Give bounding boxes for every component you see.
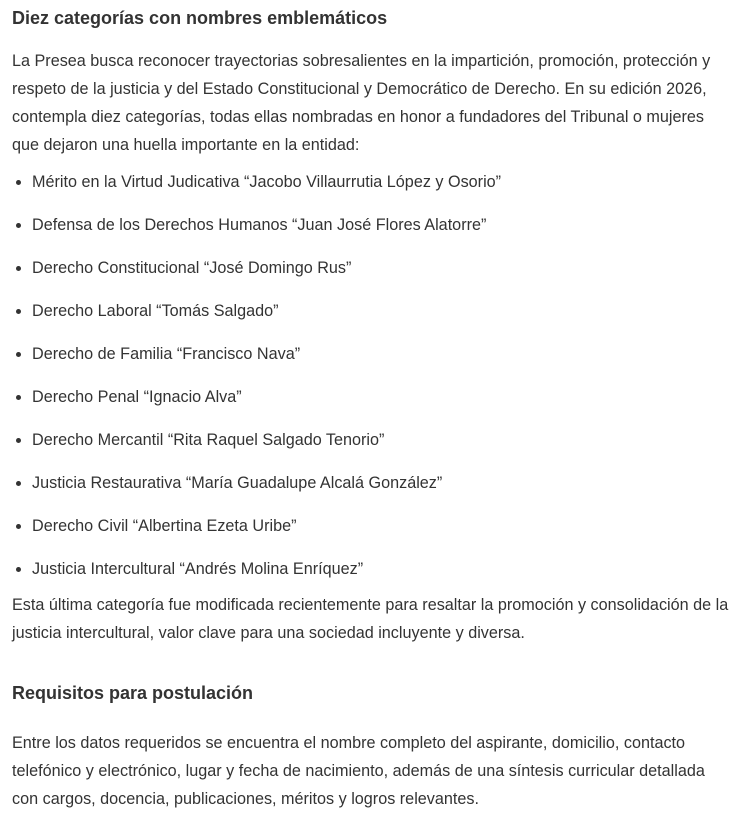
list-item: Derecho Laboral “Tomás Salgado” — [12, 300, 732, 323]
list-item: Justicia Restaurativa “María Guadalupe Alcalá González” — [12, 472, 732, 495]
list-item: Defensa de los Derechos Humanos “Juan José Flores Alatorre” — [12, 214, 732, 237]
section-heading-categories: Diez categorías con nombres emblemáticos — [12, 8, 388, 28]
list-item: Derecho Penal “Ignacio Alva” — [12, 386, 732, 409]
section-heading-requirements: Requisitos para postulación — [12, 683, 254, 703]
intro-paragraph: La Presea busca reconocer trayectorias sobresalientes en la impartición, promoción, protección y respeto de la justicia y del Estado Constitucional y Democrático de Derecho. En su edición 2026, contempla diez categorías, todas ellas nombradas en honor a fundadores del Tribunal o mujeres que dejaron una huella importante en la entidad: — [12, 52, 711, 154]
list-item: Derecho Civil “Albertina Ezeta Uribe” — [12, 515, 732, 538]
requirements-paragraph: Entre los datos requeridos se encuentra el nombre completo del aspirante, domicilio, contacto telefónico y electrónico, lugar y fecha de nacimiento, además de una síntesis curricular detallada con cargos, docencia, publicaciones, méritos y logros relevantes. — [12, 734, 705, 808]
category-list — [12, 171, 732, 581]
list-item: Derecho Mercantil “Rita Raquel Salgado Tenorio” — [12, 429, 732, 452]
closing-paragraph: Esta última categoría fue modificada recientemente para resaltar la promoción y consolidación de la justicia intercultural, valor clave para una sociedad incluyente y diversa. — [12, 596, 729, 642]
article-content — [12, 0, 732, 813]
list-item: Justicia Intercultural “Andrés Molina Enríquez” — [12, 558, 732, 581]
list-item: Derecho Constitucional “José Domingo Rus” — [12, 257, 732, 280]
list-item: Derecho de Familia “Francisco Nava” — [12, 343, 732, 366]
list-item: Mérito en la Virtud Judicativa “Jacobo Villaurrutia López y Osorio” — [12, 171, 732, 194]
